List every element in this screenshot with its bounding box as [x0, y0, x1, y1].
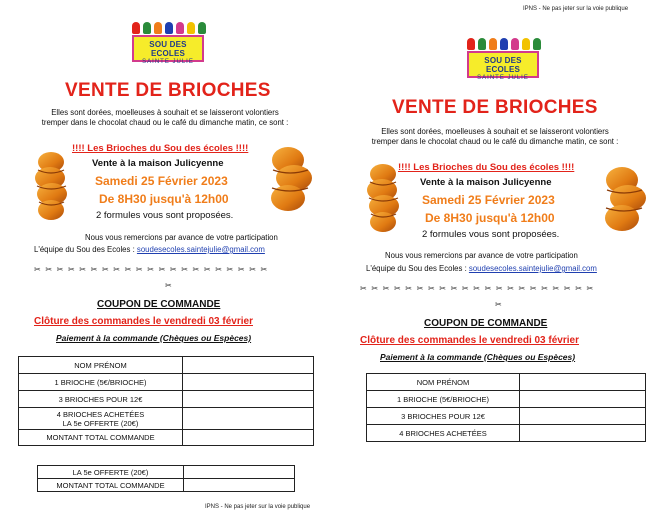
sale-date: Samedi 25 Février 2023 — [95, 174, 228, 188]
order-input-cell[interactable] — [520, 374, 646, 391]
row-label: MONTANT TOTAL COMMANDE — [19, 430, 183, 446]
row-label: 3 BRIOCHES POUR 12€ — [19, 391, 183, 408]
table-row — [38, 466, 295, 479]
closing-date: Clôture des commandes le vendredi 03 février — [360, 335, 579, 346]
coupon-title: COUPON DE COMMANDE — [97, 299, 221, 310]
row-label: 1 BRIOCHE (5€/BRIOCHE) — [19, 374, 183, 391]
row-label: MONTANT TOTAL COMMANDE — [38, 479, 184, 492]
table-row — [367, 374, 646, 391]
order-input-cell[interactable] — [520, 391, 646, 408]
cut-separator: ✂ ✂ ✂ ✂ ✂ ✂ ✂ ✂ ✂ ✂ ✂ ✂ ✂ ✂ ✂ ✂ ✂ ✂ ✂ ✂ ✂ — [34, 265, 269, 274]
page-title: VENTE DE BRIOCHES — [392, 97, 598, 118]
table-row — [19, 374, 314, 391]
sale-date: Samedi 25 Février 2023 — [422, 193, 555, 207]
table-row — [367, 425, 646, 442]
row-label: 4 BRIOCHES ACHETÉES — [367, 425, 520, 442]
venue: Vente à la maison Julicyenne — [420, 177, 552, 188]
thanks-text: Nous vous remercions par avance de votre participation — [385, 251, 578, 260]
table-row — [19, 408, 314, 430]
brioche-image-2 — [592, 160, 656, 242]
public-notice: IPNS - Ne pas jeter sur la voie publique — [523, 6, 629, 12]
email-link[interactable]: soudesecoles.saintejulie@gmail.com — [136, 245, 265, 254]
team-line: L'équipe du Sou des Ecoles : soudesecoles.saintejulie@gmail.com — [366, 264, 597, 273]
formulas-text: 2 formules vous sont proposées. — [422, 229, 560, 240]
row-label: LA 5e OFFERTE (20€) — [38, 466, 184, 479]
table-row — [19, 357, 314, 374]
order-input-cell[interactable] — [183, 357, 314, 374]
sale-time: De 8H30 jusqu'à 12h00 — [425, 211, 555, 225]
order-input-cell[interactable] — [520, 408, 646, 425]
headline: !!!! Les Brioches du Sou des écoles !!!! — [398, 162, 575, 173]
public-notice-footer: IPNS - Ne pas jeter sur la voie publique — [205, 504, 311, 510]
table-row — [19, 430, 314, 446]
venue: Vente à la maison Julicyenne — [92, 158, 224, 169]
headline: !!!! Les Brioches du Sou des écoles !!!! — [72, 143, 249, 154]
table-row — [19, 391, 314, 408]
team-line: L'équipe du Sou des Ecoles : soudesecoles.saintejulie@gmail.com — [34, 245, 265, 254]
sou-des-ecoles-logo — [465, 38, 543, 80]
email-link[interactable]: soudesecoles.saintejulie@gmail.com — [468, 264, 597, 273]
logo-line2: SAINTE JULIE — [477, 75, 529, 81]
coupon-title: COUPON DE COMMANDE — [424, 318, 548, 329]
page-title: VENTE DE BRIOCHES — [65, 80, 271, 101]
order-input-cell[interactable] — [183, 408, 314, 430]
thanks-text: Nous vous remercions par avance de votre participation — [85, 233, 278, 242]
closing-date: Clôture des commandes le vendredi 03 février — [34, 316, 253, 327]
scissor-icon: ✂ — [495, 300, 502, 309]
payment-info: Paiement à la commande (Chèques ou Espèces) — [380, 352, 576, 362]
brioche-image — [18, 148, 84, 226]
row-label: 3 BRIOCHES POUR 12€ — [367, 408, 520, 425]
intro-text: Elles sont dorées, moelleuses à souhait et se laisseront volontiers tremper dans le chocolat chaud ou le café du dimanche matin, ce sont : — [41, 108, 289, 127]
logo-line1: SOU DES ECOLES — [149, 40, 187, 58]
row-label: 4 BRIOCHES ACHETÉES LA 5e OFFERTE (20€) — [19, 408, 183, 430]
table-row — [367, 408, 646, 425]
intro-text: Elles sont dorées, moelleuses à souhait et se laisseront volontiers tremper dans le chocolat chaud ou le café du dimanche matin, ce sont : — [371, 127, 619, 146]
formulas-text: 2 formules vous sont proposées. — [96, 210, 234, 221]
row-label: 1 BRIOCHE (5€/BRIOCHE) — [367, 391, 520, 408]
logo-line2: SAINTE JULIE — [142, 59, 194, 65]
table-row — [38, 479, 295, 492]
row-label: NOM PRÉNOM — [19, 357, 183, 374]
payment-info: Paiement à la commande (Chèques ou Espèces) — [56, 333, 252, 343]
scissor-icon: ✂ — [165, 281, 172, 290]
order-table — [18, 356, 314, 446]
order-input-cell[interactable] — [183, 391, 314, 408]
order-input-cell[interactable] — [520, 425, 646, 442]
flyer-right — [330, 0, 660, 515]
row-label: NOM PRÉNOM — [367, 374, 520, 391]
brioche-image-2 — [258, 140, 322, 222]
table-row — [367, 391, 646, 408]
order-input-cell[interactable] — [183, 430, 314, 446]
sale-time: De 8H30 jusqu'à 12h00 — [99, 192, 229, 206]
order-input-cell[interactable] — [184, 479, 295, 492]
order-table-bottom — [37, 465, 295, 492]
order-input-cell[interactable] — [183, 374, 314, 391]
order-input-cell[interactable] — [184, 466, 295, 479]
sou-des-ecoles-logo — [130, 22, 208, 64]
logo-line1: SOU DES ECOLES — [484, 56, 522, 74]
order-table — [366, 373, 646, 442]
cut-separator: ✂ ✂ ✂ ✂ ✂ ✂ ✂ ✂ ✂ ✂ ✂ ✂ ✂ ✂ ✂ ✂ ✂ ✂ ✂ ✂ ✂ — [360, 284, 595, 293]
